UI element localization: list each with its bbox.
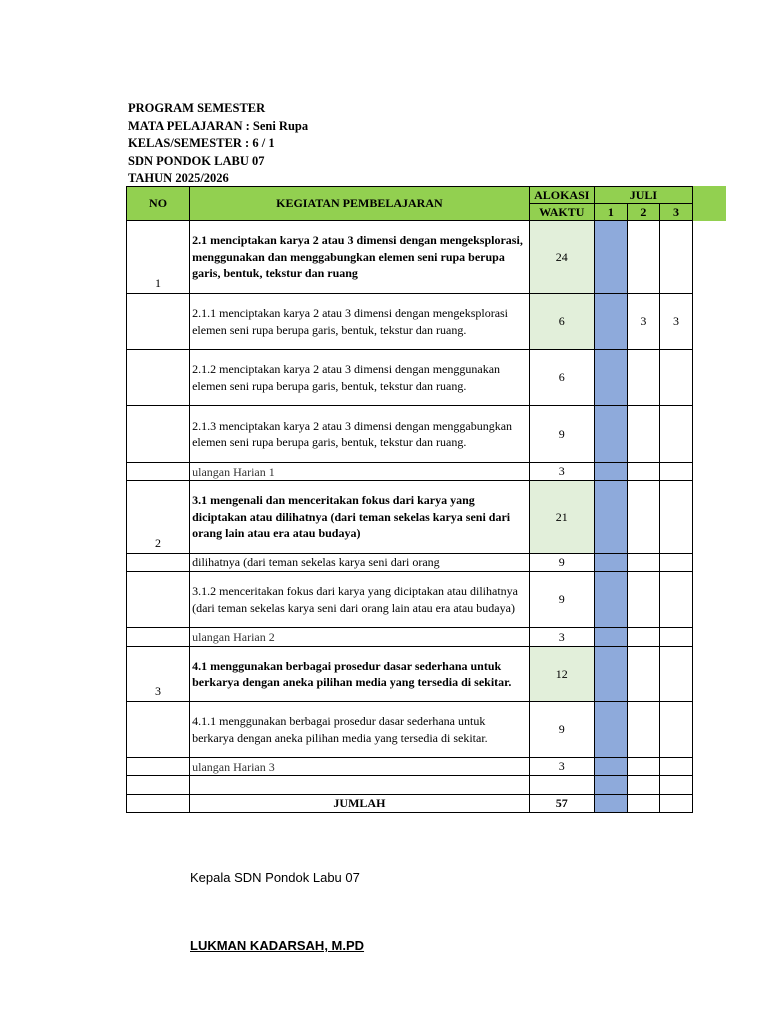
week-3-cell [659,350,692,406]
row-number [127,776,190,795]
waktu-value: 9 [529,572,594,628]
waktu-value: 21 [529,481,594,554]
table-row [127,776,693,795]
week-2-cell [627,758,659,776]
row-number [127,628,190,647]
week-2-cell [627,647,659,702]
week-1-cell [594,776,627,795]
waktu-value: 3 [529,463,594,481]
table-row [127,758,693,776]
week-2-header: 2 [627,204,659,221]
waktu-value: 9 [529,406,594,463]
kegiatan-text: 3.1.2 menceritakan fokus dari karya yang diciptakan atau dilihatnya (dari teman sekelas karya seni dari orang lain atau era atau budaya) [190,572,530,628]
kegiatan-text: 3.1 mengenali dan menceritakan fokus dari karya yang diciptakan atau dilihatnya (dari teman sekelas karya seni dari orang lain atau era atau budaya) [190,481,530,554]
week-2-cell [627,221,659,294]
table-row [127,554,693,572]
waktu-value: 9 [529,554,594,572]
week-2-cell [627,350,659,406]
week-1-cell [594,350,627,406]
kegiatan-text: 2.1.1 menciptakan karya 2 atau 3 dimensi dengan mengeksplorasi elemen seni rupa berupa garis, bentuk, tekstur dan ruang. [190,294,530,350]
kegiatan-text: 4.1 menggunakan berbagai prosedur dasar sederhana untuk berkarya dengan aneka pilihan media yang tersedia di sekitar. [190,647,530,702]
table-row [127,350,693,406]
table-row [127,628,693,647]
waktu-value: 3 [529,628,594,647]
program-semester-table [126,186,693,813]
waktu-value [529,776,594,795]
row-number [127,350,190,406]
kegiatan-text: 2.1.2 menciptakan karya 2 atau 3 dimensi dengan menggunakan elemen seni rupa berupa garis, bentuk, tekstur dan ruang. [190,350,530,406]
col-waktu-header: WAKTU [529,204,594,221]
kegiatan-text: 4.1.1 menggunakan berbagai prosedur dasar sederhana untuk berkarya dengan aneka pilihan media yang tersedia di sekitar. [190,702,530,758]
waktu-value: 6 [529,294,594,350]
week-2-cell [627,628,659,647]
week-2-cell [627,554,659,572]
row-number [127,406,190,463]
total-label: JUMLAH [190,795,530,813]
kegiatan-text: 2.1.3 menciptakan karya 2 atau 3 dimensi dengan menggabungkan elemen seni rupa berupa garis, bentuk, tekstur dan ruang. [190,406,530,463]
week-1-cell [594,628,627,647]
table-row [127,294,693,350]
row-number [127,554,190,572]
table-row [127,221,693,294]
week-3-cell [659,463,692,481]
table-row [127,572,693,628]
row-number [127,463,190,481]
week-1-cell [594,702,627,758]
week-3-cell [659,628,692,647]
signature-role: Kepala SDN Pondok Labu 07 [190,870,360,885]
doc-title: PROGRAM SEMESTER [128,101,266,115]
week-3-cell [659,554,692,572]
kegiatan-text: ulangan Harian 1 [190,463,530,481]
col-alokasi-header: ALOKASI [529,187,594,204]
week-1-cell [594,406,627,463]
waktu-value: 9 [529,702,594,758]
week-3-cell [659,481,692,554]
week-3-cell [659,221,692,294]
kegiatan-text: dilihatnya (dari teman sekelas karya seni dari orang [190,554,530,572]
row-number: 3 [127,647,190,702]
week-1-cell [594,647,627,702]
week-2-cell [627,572,659,628]
week-2-cell: 3 [627,294,659,350]
kegiatan-text: ulangan Harian 2 [190,628,530,647]
week-2-cell [627,406,659,463]
table-row [127,406,693,463]
kegiatan-text [190,776,530,795]
kegiatan-text: 2.1 menciptakan karya 2 atau 3 dimensi dengan mengeksplorasi, menggunakan dan menggabungkan elemen seni rupa berupa garis, bentuk, tekstur dan ruang [190,221,530,294]
waktu-value: 12 [529,647,594,702]
week-1-cell [594,463,627,481]
week-1-cell [594,294,627,350]
week-1-header: 1 [594,204,627,221]
week-3-cell [659,647,692,702]
week-3-header: 3 [659,204,692,221]
table-row [127,481,693,554]
header-fill-extension [692,186,726,221]
total-row [127,795,693,813]
table-header-row [127,187,693,204]
week-2-cell [627,776,659,795]
week-1-cell [594,554,627,572]
week-3-cell [659,572,692,628]
week-3-cell [659,776,692,795]
total-week-2-cell [627,795,659,813]
row-number: 2 [127,481,190,554]
week-1-cell [594,481,627,554]
row-number [127,702,190,758]
total-value: 57 [529,795,594,813]
week-1-cell [594,572,627,628]
subject-line: MATA PELAJARAN : Seni Rupa [128,118,309,133]
week-1-cell [594,758,627,776]
week-3-cell [659,758,692,776]
week-2-cell [627,481,659,554]
signature-name: LUKMAN KADARSAH, M.PD [190,938,365,953]
row-number [127,758,190,776]
waktu-value: 6 [529,350,594,406]
week-2-cell [627,463,659,481]
total-week-1-cell [594,795,627,813]
table-row [127,702,693,758]
week-2-cell [627,702,659,758]
col-month-header: JULI [594,187,692,204]
week-3-cell: 3 [659,294,692,350]
row-number: 1 [127,221,190,294]
total-week-3-cell [659,795,692,813]
table-row [127,647,693,702]
week-3-cell [659,702,692,758]
row-number [127,572,190,628]
table-row [127,463,693,481]
school-line: SDN PONDOK LABU 07 [128,153,265,168]
kegiatan-text: ulangan Harian 3 [190,758,530,776]
year-line: TAHUN 2025/2026 [128,171,229,186]
waktu-value: 24 [529,221,594,294]
col-kegiatan-header: KEGIATAN PEMBELAJARAN [190,187,530,221]
col-no-header: NO [127,187,190,221]
week-3-cell [659,406,692,463]
total-no-cell [127,795,190,813]
row-number [127,294,190,350]
week-1-cell [594,221,627,294]
document-header [128,100,308,188]
class-semester-line: KELAS/SEMESTER : 6 / 1 [128,136,275,151]
waktu-value: 3 [529,758,594,776]
